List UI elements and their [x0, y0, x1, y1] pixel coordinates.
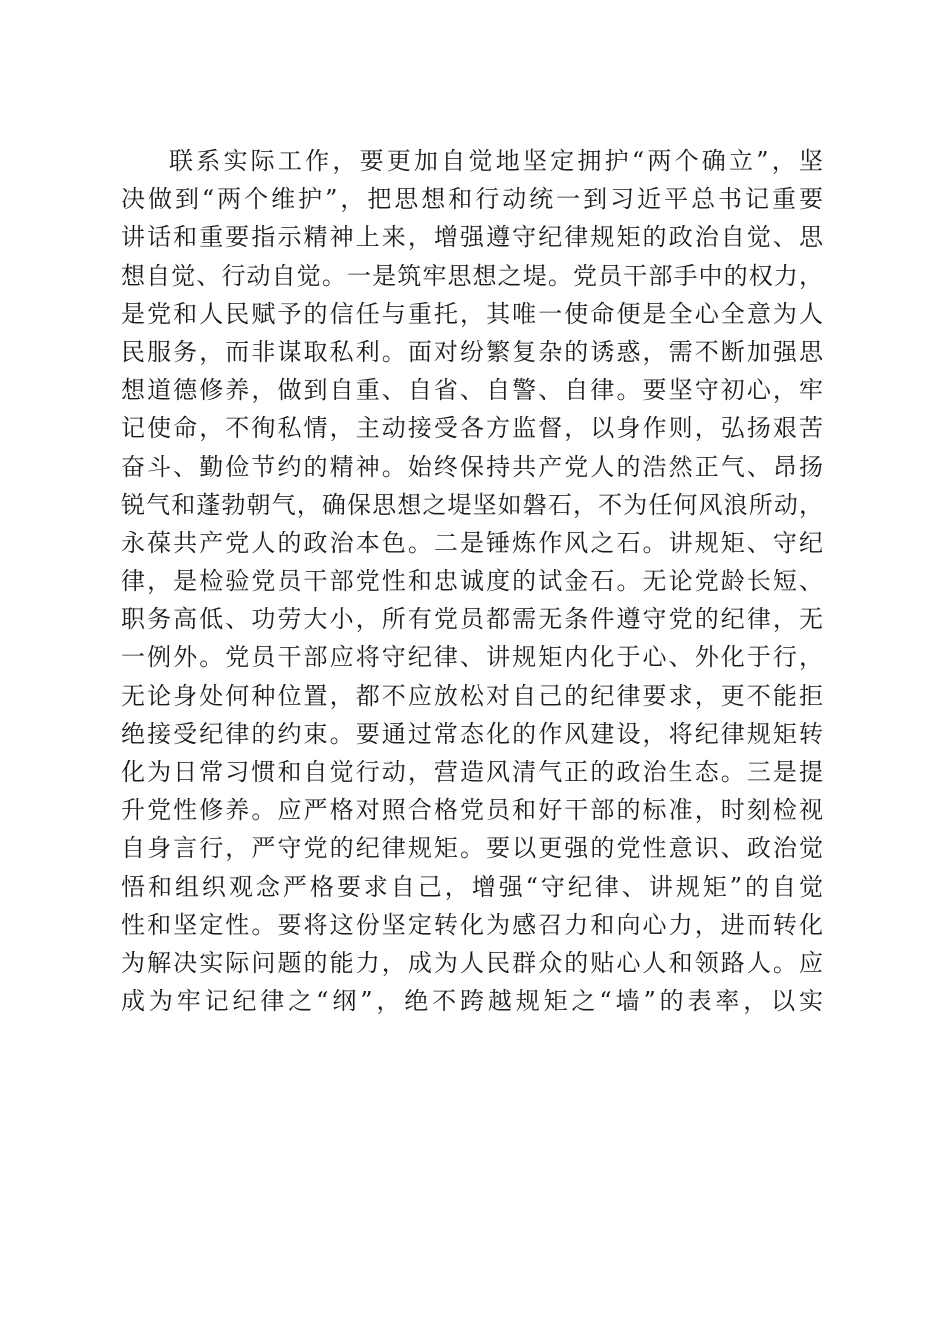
paragraph-line: 律，是检验党员干部党性和忠诚度的试金石。无论党龄长短、 — [121, 567, 823, 596]
body-paragraph — [121, 142, 823, 1020]
paragraph-line: 永葆共产党人的政治本色。二是锤炼作风之石。讲规矩、守纪 — [121, 528, 823, 557]
paragraph-line: 奋斗、勤俭节约的精神。始终保持共产党人的浩然正气、昂扬 — [121, 452, 823, 481]
paragraph-line: 悟和组织观念严格要求自己，增强“守纪律、讲规矩”的自觉 — [121, 872, 823, 901]
paragraph-line: 锐气和蓬勃朝气，确保思想之堤坚如磐石，不为任何风浪所动， — [121, 490, 823, 519]
paragraph-line: 是党和人民赋予的信任与重托，其唯一使命便是全心全意为人 — [121, 299, 823, 328]
paragraph-line: 职务高低、功劳大小，所有党员都需无条件遵守党的纪律，无 — [121, 605, 823, 634]
paragraph-line: 记使命，不徇私情，主动接受各方监督，以身作则，弘扬艰苦 — [121, 414, 823, 443]
paragraph-line: 化为日常习惯和自觉行动，营造风清气正的政治生态。三是提 — [121, 758, 823, 786]
paragraph-line: 为解决实际问题的能力，成为人民群众的贴心人和领路人。应 — [121, 948, 823, 977]
paragraph-line: 决做到“两个维护”，把思想和行动统一到习近平总书记重要 — [121, 185, 823, 214]
paragraph-line: 想道德修养，做到自重、自省、自警、自律。要坚守初心，牢 — [121, 376, 823, 405]
paragraph-line: 自身言行，严守党的纪律规矩。要以更强的党性意识、政治觉 — [121, 834, 823, 863]
paragraph-line: 想自觉、行动自觉。一是筑牢思想之堤。党员干部手中的权力， — [121, 261, 823, 290]
paragraph-line: 成为牢记纪律之“纲”，绝不跨越规矩之“墙”的表率，以实 — [121, 987, 823, 1016]
paragraph-line: 升党性修养。应严格对照合格党员和好干部的标准，时刻检视 — [121, 796, 823, 825]
paragraph-line: 性和坚定性。要将这份坚定转化为感召力和向心力，进而转化 — [121, 910, 823, 939]
paragraph-line: 民服务，而非谋取私利。面对纷繁复杂的诱惑，需不断加强思 — [121, 337, 823, 366]
paragraph-line: 无论身处何种位置，都不应放松对自己的纪律要求，更不能拒 — [121, 681, 823, 710]
paragraph-line: 一例外。党员干部应将守纪律、讲规矩内化于心、外化于行， — [121, 643, 823, 672]
paragraph-line: 讲话和重要指示精神上来，增强遵守纪律规矩的政治自觉、思 — [121, 223, 823, 252]
paragraph-line: 联系实际工作，要更加自觉地坚定拥护“两个确立”，坚 — [169, 147, 823, 175]
paragraph-line: 绝接受纪律的约束。要通过常态化的作风建设，将纪律规矩转 — [121, 719, 823, 748]
